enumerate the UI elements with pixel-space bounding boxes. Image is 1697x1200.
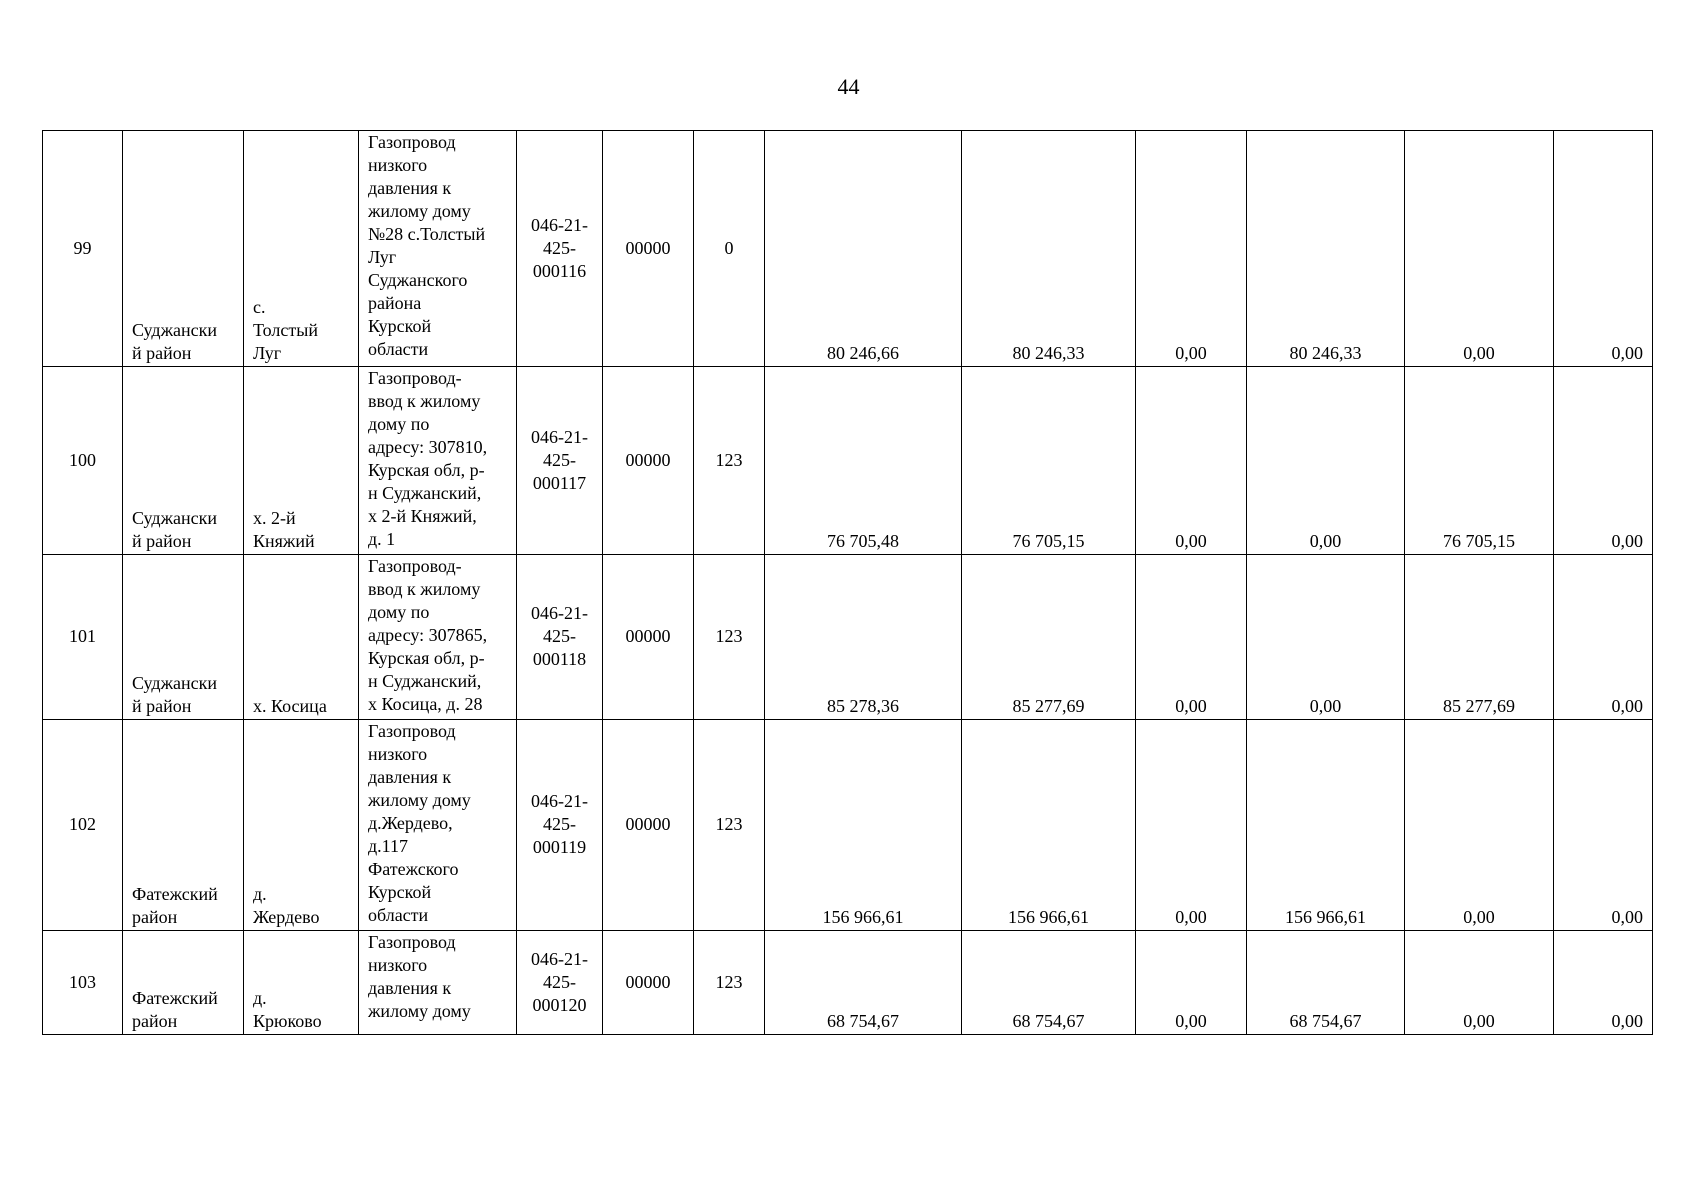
registry-code-cell: 046-21- 425- 000119 <box>517 720 603 931</box>
amount-3-cell: 0,00 <box>1136 931 1247 1035</box>
amount-total-cell: 156 966,61 <box>765 720 962 931</box>
row-number-cell: 99 <box>43 131 123 367</box>
locality-cell: х. 2-й Княжий <box>244 367 359 555</box>
flag-code-cell: 123 <box>694 555 765 720</box>
district-cell: Фатежский район <box>123 720 244 931</box>
amount-5-cell: 0,00 <box>1405 131 1554 367</box>
amount-3-cell: 0,00 <box>1136 131 1247 367</box>
amount-6-cell: 0,00 <box>1554 367 1653 555</box>
table-row <box>43 555 1653 720</box>
amount-3-cell: 0,00 <box>1136 367 1247 555</box>
table-row <box>43 131 1653 367</box>
row-number-cell: 103 <box>43 931 123 1035</box>
amount-6-cell: 0,00 <box>1554 720 1653 931</box>
amount-4-cell: 156 966,61 <box>1247 720 1405 931</box>
kind-code-cell: 00000 <box>603 131 694 367</box>
object-name-cell: Газопровод низкого давления к жилому дому <box>359 931 517 1035</box>
district-cell: Суджански й район <box>123 367 244 555</box>
amount-4-cell: 0,00 <box>1247 555 1405 720</box>
object-name-cell: Газопровод- ввод к жилому дому по адресу: 307810, Курская обл, р- н Суджанский, х 2-й Княжий, д. 1 <box>359 367 517 555</box>
table-row <box>43 367 1653 555</box>
amount-2-cell: 85 277,69 <box>962 555 1136 720</box>
data-table <box>42 130 1653 1035</box>
locality-cell: д. Крюково <box>244 931 359 1035</box>
locality-cell: х. Косица <box>244 555 359 720</box>
registry-code-cell: 046-21- 425- 000120 <box>517 931 603 1035</box>
flag-code-cell: 0 <box>694 131 765 367</box>
amount-total-cell: 80 246,66 <box>765 131 962 367</box>
amount-5-cell: 85 277,69 <box>1405 555 1554 720</box>
row-number-cell: 100 <box>43 367 123 555</box>
amount-4-cell: 0,00 <box>1247 367 1405 555</box>
amount-3-cell: 0,00 <box>1136 555 1247 720</box>
amount-4-cell: 80 246,33 <box>1247 131 1405 367</box>
amount-3-cell: 0,00 <box>1136 720 1247 931</box>
page-number: 44 <box>837 74 860 99</box>
flag-code-cell: 123 <box>694 367 765 555</box>
row-number-cell: 102 <box>43 720 123 931</box>
locality-cell: д. Жердево <box>244 720 359 931</box>
amount-6-cell: 0,00 <box>1554 555 1653 720</box>
kind-code-cell: 00000 <box>603 720 694 931</box>
registry-code-cell: 046-21- 425- 000116 <box>517 131 603 367</box>
amount-2-cell: 76 705,15 <box>962 367 1136 555</box>
district-cell: Суджански й район <box>123 555 244 720</box>
locality-cell: с. Толстый Луг <box>244 131 359 367</box>
amount-2-cell: 80 246,33 <box>962 131 1136 367</box>
amount-5-cell: 0,00 <box>1405 720 1554 931</box>
amount-6-cell: 0,00 <box>1554 131 1653 367</box>
kind-code-cell: 00000 <box>603 367 694 555</box>
registry-code-cell: 046-21- 425- 000118 <box>517 555 603 720</box>
registry-code-cell: 046-21- 425- 000117 <box>517 367 603 555</box>
kind-code-cell: 00000 <box>603 931 694 1035</box>
row-number-cell: 101 <box>43 555 123 720</box>
amount-5-cell: 76 705,15 <box>1405 367 1554 555</box>
amount-total-cell: 76 705,48 <box>765 367 962 555</box>
flag-code-cell: 123 <box>694 720 765 931</box>
object-name-cell: Газопровод- ввод к жилому дому по адресу: 307865, Курская обл, р- н Суджанский, х Косица, д. 28 <box>359 555 517 720</box>
object-name-cell: Газопровод низкого давления к жилому дому №28 с.Толстый Луг Суджанского района Курской области <box>359 131 517 367</box>
amount-total-cell: 68 754,67 <box>765 931 962 1035</box>
amount-6-cell: 0,00 <box>1554 931 1653 1035</box>
amount-2-cell: 68 754,67 <box>962 931 1136 1035</box>
district-cell: Фатежский район <box>123 931 244 1035</box>
amount-4-cell: 68 754,67 <box>1247 931 1405 1035</box>
object-name-cell: Газопровод низкого давления к жилому дому д.Жердево, д.117 Фатежского Курской области <box>359 720 517 931</box>
amount-5-cell: 0,00 <box>1405 931 1554 1035</box>
table-row <box>43 720 1653 931</box>
amount-2-cell: 156 966,61 <box>962 720 1136 931</box>
district-cell: Суджански й район <box>123 131 244 367</box>
table-row <box>43 931 1653 1035</box>
flag-code-cell: 123 <box>694 931 765 1035</box>
kind-code-cell: 00000 <box>603 555 694 720</box>
amount-total-cell: 85 278,36 <box>765 555 962 720</box>
